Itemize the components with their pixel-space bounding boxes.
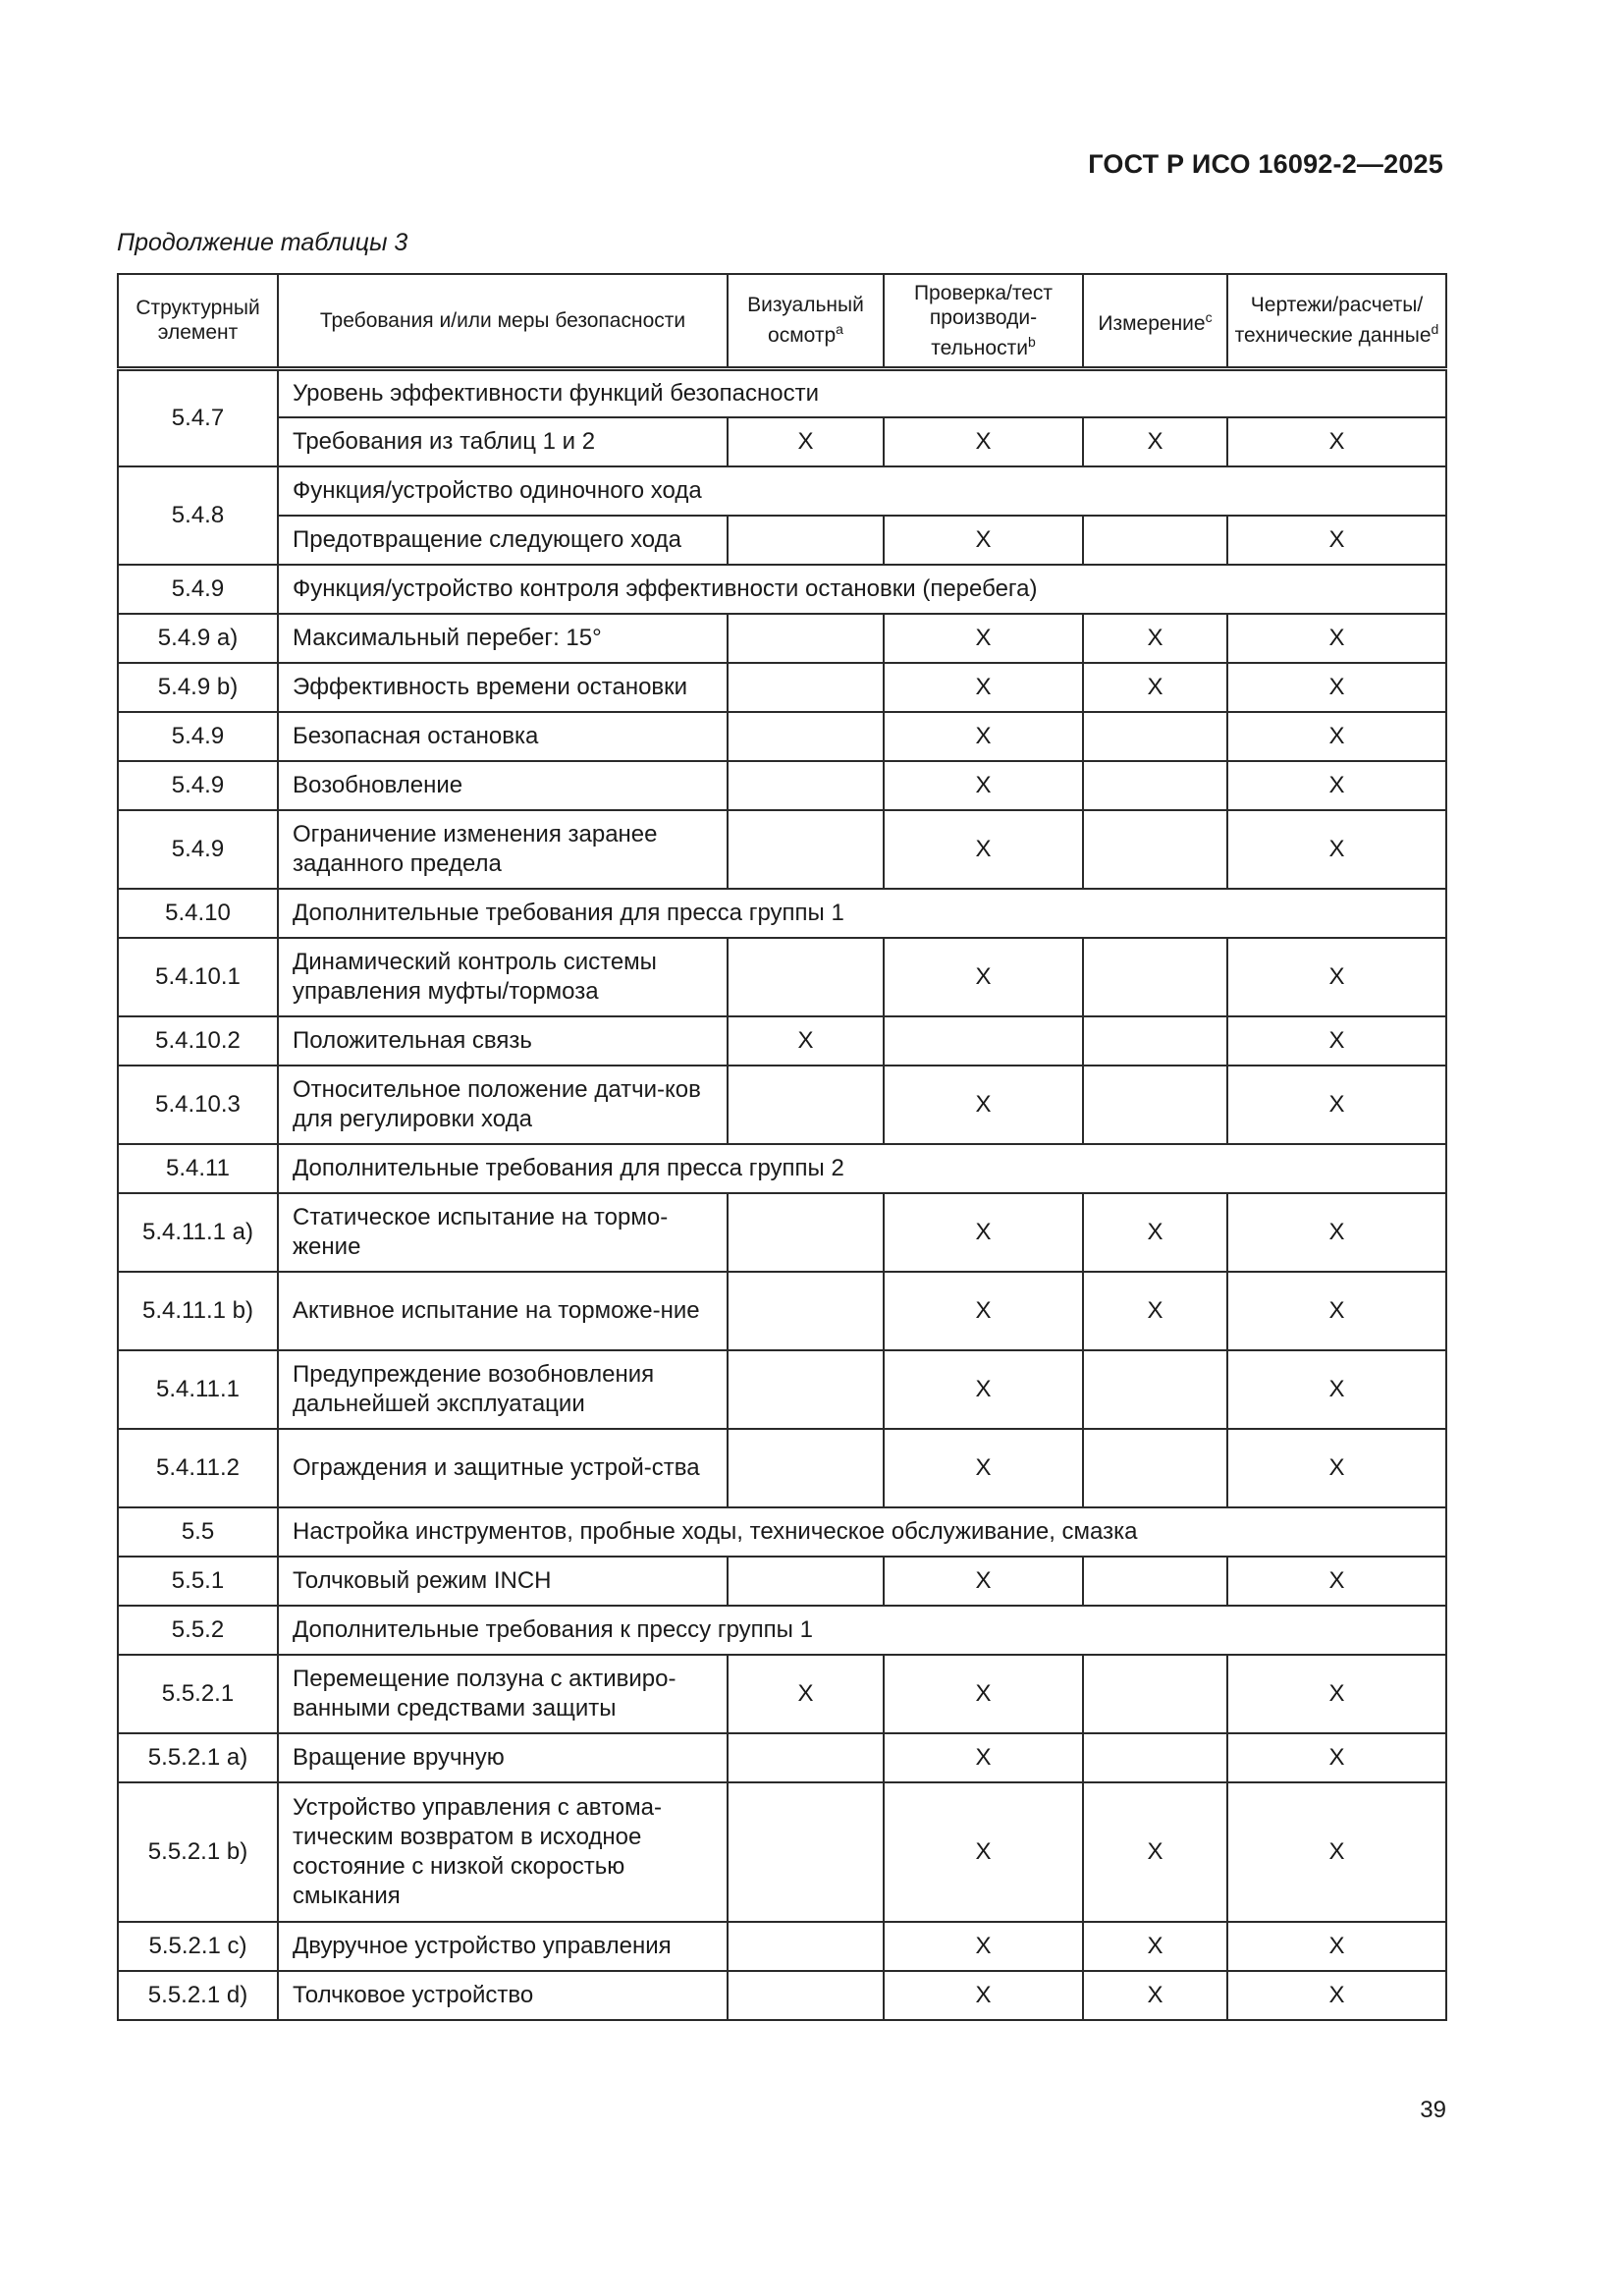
drawings-cell: X <box>1227 1350 1446 1429</box>
element-cell: 5.5.2.1 <box>118 1655 278 1733</box>
requirement-cell: Перемещение ползуна с активиро-ванными средствами защиты <box>278 1655 728 1733</box>
table-row <box>118 1606 1446 1655</box>
element-cell: 5.4.11.1 b) <box>118 1272 278 1350</box>
test-cell: X <box>884 810 1083 889</box>
requirement-cell: Вращение вручную <box>278 1733 728 1782</box>
measure-cell: X <box>1083 1193 1227 1272</box>
visual-cell <box>728 1193 884 1272</box>
visual-cell <box>728 614 884 663</box>
drawings-cell: X <box>1227 1655 1446 1733</box>
visual-cell <box>728 1272 884 1350</box>
page-number: 39 <box>1420 2097 1446 2123</box>
drawings-cell: X <box>1227 1272 1446 1350</box>
requirement-cell: Ограничение изменения заранее заданного предела <box>278 810 728 889</box>
table-row <box>118 614 1446 663</box>
table-row <box>118 761 1446 810</box>
test-cell <box>884 1016 1083 1066</box>
requirement-cell: Дополнительные требования к прессу группы 1 <box>278 1606 1446 1655</box>
table-caption: Продолжение таблицы 3 <box>117 229 408 256</box>
table-row <box>118 417 1446 466</box>
requirement-cell: Ограждения и защитные устрой-ства <box>278 1429 728 1507</box>
element-cell: 5.5.2.1 d) <box>118 1971 278 2020</box>
table-row <box>118 938 1446 1016</box>
table-row <box>118 1557 1446 1606</box>
table-row <box>118 810 1446 889</box>
measure-cell: X <box>1083 1272 1227 1350</box>
visual-cell <box>728 1922 884 1971</box>
measure-cell <box>1083 1016 1227 1066</box>
element-cell: 5.4.10 <box>118 889 278 938</box>
table-row <box>118 368 1446 417</box>
element-cell: 5.4.10.1 <box>118 938 278 1016</box>
drawings-cell: X <box>1227 1733 1446 1782</box>
drawings-cell: X <box>1227 1016 1446 1066</box>
measure-cell <box>1083 1066 1227 1144</box>
table-row <box>118 1350 1446 1429</box>
test-cell: X <box>884 1429 1083 1507</box>
requirement-cell: Дополнительные требования для пресса группы 2 <box>278 1144 1446 1193</box>
drawings-cell: X <box>1227 663 1446 712</box>
drawings-cell: X <box>1227 516 1446 565</box>
drawings-cell: X <box>1227 1782 1446 1922</box>
test-cell: X <box>884 1733 1083 1782</box>
requirement-cell: Положительная связь <box>278 1016 728 1066</box>
visual-cell <box>728 761 884 810</box>
measure-cell: X <box>1083 1922 1227 1971</box>
requirement-cell: Предотвращение следующего хода <box>278 516 728 565</box>
visual-cell <box>728 1733 884 1782</box>
test-cell: X <box>884 1971 1083 2020</box>
visual-cell <box>728 1782 884 1922</box>
drawings-cell: X <box>1227 417 1446 466</box>
requirement-cell: Уровень эффективности функций безопасности <box>278 368 1446 417</box>
table-row <box>118 1971 1446 2020</box>
test-cell: X <box>884 663 1083 712</box>
element-cell: 5.5.2.1 b) <box>118 1782 278 1922</box>
drawings-cell: X <box>1227 1557 1446 1606</box>
visual-cell <box>728 1066 884 1144</box>
requirement-cell: Относительное положение датчи-ков для регулировки хода <box>278 1066 728 1144</box>
col-header-drawings: Чертежи/расчеты/ технические данные$^d$ <box>1227 274 1446 368</box>
table-row <box>118 1144 1446 1193</box>
table-row <box>118 1429 1446 1507</box>
col-header-requirements: Требования и/или меры безопасности <box>278 274 728 368</box>
element-cell: 5.4.8 <box>118 466 278 565</box>
measure-cell <box>1083 1429 1227 1507</box>
element-cell: 5.4.9 <box>118 712 278 761</box>
visual-cell <box>728 810 884 889</box>
element-cell: 5.4.9 <box>118 761 278 810</box>
col-header-element: Структурный элемент <box>118 274 278 368</box>
table-row <box>118 712 1446 761</box>
test-cell: X <box>884 938 1083 1016</box>
element-cell: 5.4.11.1 a) <box>118 1193 278 1272</box>
element-cell: 5.4.9 <box>118 810 278 889</box>
table-row <box>118 466 1446 516</box>
test-cell: X <box>884 1782 1083 1922</box>
requirement-cell: Функция/устройство контроля эффективности остановки (перебега) <box>278 565 1446 614</box>
element-cell: 5.4.9 a) <box>118 614 278 663</box>
test-cell: X <box>884 1655 1083 1733</box>
element-cell: 5.4.11.1 <box>118 1350 278 1429</box>
drawings-cell: X <box>1227 1922 1446 1971</box>
measure-cell: X <box>1083 1971 1227 2020</box>
col-header-measure: Измерение$^c$ <box>1083 274 1227 368</box>
table-row <box>118 1193 1446 1272</box>
drawings-cell: X <box>1227 938 1446 1016</box>
table-row <box>118 516 1446 565</box>
measure-cell <box>1083 1350 1227 1429</box>
requirement-cell: Безопасная остановка <box>278 712 728 761</box>
visual-cell <box>728 938 884 1016</box>
requirement-cell: Возобновление <box>278 761 728 810</box>
drawings-cell: X <box>1227 1971 1446 2020</box>
drawings-cell: X <box>1227 810 1446 889</box>
visual-cell <box>728 516 884 565</box>
element-cell: 5.5.2.1 c) <box>118 1922 278 1971</box>
requirement-cell: Толчковый режим INCH <box>278 1557 728 1606</box>
element-cell: 5.5 <box>118 1507 278 1557</box>
table-row <box>118 1066 1446 1144</box>
visual-cell <box>728 712 884 761</box>
test-cell: X <box>884 1350 1083 1429</box>
element-cell: 5.5.2 <box>118 1606 278 1655</box>
measure-cell <box>1083 1733 1227 1782</box>
requirement-cell: Максимальный перебег: 15° <box>278 614 728 663</box>
element-cell: 5.4.9 b) <box>118 663 278 712</box>
table-row <box>118 565 1446 614</box>
table-row <box>118 1507 1446 1557</box>
test-cell: X <box>884 1922 1083 1971</box>
table-row <box>118 1272 1446 1350</box>
test-cell: X <box>884 1066 1083 1144</box>
table-row <box>118 1655 1446 1733</box>
element-cell: 5.4.10.3 <box>118 1066 278 1144</box>
table-row <box>118 1733 1446 1782</box>
measure-cell <box>1083 761 1227 810</box>
visual-cell <box>728 1557 884 1606</box>
requirement-cell: Предупреждение возобновления дальнейшей эксплуатации <box>278 1350 728 1429</box>
col-header-test: Проверка/тест производи-тельности$^b$ <box>884 274 1083 368</box>
test-cell: X <box>884 516 1083 565</box>
requirement-cell: Дополнительные требования для пресса группы 1 <box>278 889 1446 938</box>
element-cell: 5.4.11 <box>118 1144 278 1193</box>
visual-cell: X <box>728 1016 884 1066</box>
test-cell: X <box>884 1272 1083 1350</box>
requirement-cell: Устройство управления с автома-тическим возвратом в исходное состояние с низкой скоростью смыкания <box>278 1782 728 1922</box>
measure-cell <box>1083 1655 1227 1733</box>
element-cell: 5.5.1 <box>118 1557 278 1606</box>
visual-cell: X <box>728 417 884 466</box>
visual-cell <box>728 1350 884 1429</box>
drawings-cell: X <box>1227 761 1446 810</box>
measure-cell <box>1083 938 1227 1016</box>
test-cell: X <box>884 614 1083 663</box>
requirement-cell: Статическое испытание на тормо-жение <box>278 1193 728 1272</box>
measure-cell: X <box>1083 614 1227 663</box>
measure-cell <box>1083 712 1227 761</box>
requirement-cell: Функция/устройство одиночного хода <box>278 466 1446 516</box>
requirement-cell: Двуручное устройство управления <box>278 1922 728 1971</box>
requirement-cell: Эффективность времени остановки <box>278 663 728 712</box>
measure-cell: X <box>1083 663 1227 712</box>
requirement-cell: Настройка инструментов, пробные ходы, техническое обслуживание, смазка <box>278 1507 1446 1557</box>
element-cell: 5.5.2.1 a) <box>118 1733 278 1782</box>
test-cell: X <box>884 417 1083 466</box>
requirement-cell: Требования из таблиц 1 и 2 <box>278 417 728 466</box>
requirements-table <box>117 273 1447 2021</box>
element-cell: 5.4.10.2 <box>118 1016 278 1066</box>
visual-cell <box>728 1971 884 2020</box>
col-header-visual: Визуальный осмотр$^a$ <box>728 274 884 368</box>
requirement-cell: Активное испытание на торможе-ние <box>278 1272 728 1350</box>
element-cell: 5.4.9 <box>118 565 278 614</box>
table-row <box>118 889 1446 938</box>
element-cell: 5.4.7 <box>118 368 278 466</box>
measure-cell: X <box>1083 417 1227 466</box>
visual-cell <box>728 1429 884 1507</box>
drawings-cell: X <box>1227 1066 1446 1144</box>
measure-cell <box>1083 516 1227 565</box>
requirement-cell: Динамический контроль системы управления муфты/тормоза <box>278 938 728 1016</box>
drawings-cell: X <box>1227 614 1446 663</box>
table-row <box>118 1922 1446 1971</box>
table-header-row <box>118 274 1446 368</box>
element-cell: 5.4.11.2 <box>118 1429 278 1507</box>
document-code: ГОСТ Р ИСО 16092-2—2025 <box>1088 149 1443 179</box>
test-cell: X <box>884 1193 1083 1272</box>
drawings-cell: X <box>1227 712 1446 761</box>
drawings-cell: X <box>1227 1429 1446 1507</box>
table-row <box>118 1016 1446 1066</box>
table-row <box>118 663 1446 712</box>
measure-cell <box>1083 1557 1227 1606</box>
measure-cell: X <box>1083 1782 1227 1922</box>
visual-cell <box>728 663 884 712</box>
test-cell: X <box>884 761 1083 810</box>
table-row <box>118 1782 1446 1922</box>
visual-cell: X <box>728 1655 884 1733</box>
test-cell: X <box>884 1557 1083 1606</box>
measure-cell <box>1083 810 1227 889</box>
requirement-cell: Толчковое устройство <box>278 1971 728 2020</box>
test-cell: X <box>884 712 1083 761</box>
drawings-cell: X <box>1227 1193 1446 1272</box>
